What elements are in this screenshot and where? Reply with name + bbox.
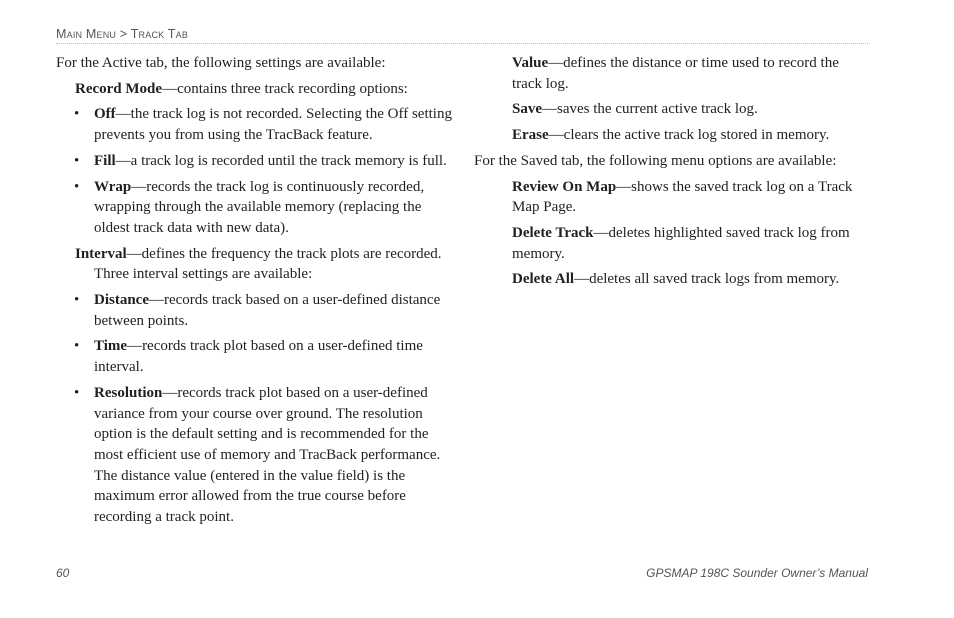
- erase-definition: [474, 125, 870, 146]
- option-term: Distance: [94, 292, 149, 309]
- interval-term: Interval: [75, 245, 127, 262]
- list-item-wrap: [56, 177, 456, 239]
- list-item-resolution: [56, 383, 456, 528]
- item-desc: —saves the current active track log.: [542, 101, 758, 118]
- header-divider: [56, 43, 870, 44]
- option-term: Off: [94, 106, 116, 123]
- bullet-icon: •: [74, 106, 80, 123]
- bullet-icon: •: [74, 338, 80, 355]
- saved-tab-intro: For the Saved tab, the following menu options are available:: [474, 152, 837, 169]
- option-desc: —the track log is not recorded. Selecting the Off setting prevents you from using the TracBack feature.: [94, 106, 452, 144]
- right-column: [474, 53, 870, 295]
- item-desc: —shows the saved track log on a Track Map Page.: [512, 178, 853, 216]
- option-term: Time: [94, 338, 128, 355]
- active-tab-intro: For the Active tab, the following settings are available:: [56, 55, 386, 71]
- item-term: Save: [512, 101, 542, 118]
- item-desc: —deletes highlighted saved track log from memory.: [512, 224, 850, 262]
- option-desc: —records the track log is continuously recorded, wrapping through the available memory (replacing the oldest track data with new data).: [94, 178, 425, 236]
- record-mode-desc: —contains three track recording options:: [162, 80, 408, 97]
- left-column: [56, 53, 456, 533]
- item-term: Delete Track: [512, 224, 594, 241]
- option-desc: —records track plot based on a user-defined time interval.: [94, 338, 423, 376]
- item-desc: —defines the distance or time used to record the track log.: [512, 55, 839, 92]
- record-mode-definition: [56, 79, 456, 100]
- bullet-icon: •: [74, 152, 80, 169]
- option-term: Wrap: [94, 178, 132, 195]
- item-desc: —deletes all saved track logs from memory.: [574, 271, 840, 288]
- option-desc: —records track plot based on a user-defined variance from your course over ground. The resolution option is the default setting and is recommended for the most efficient use of memory and TracBack performance. The distance value (entered in the value field) is the maximum error allowed from the true course before recording a track point.: [94, 384, 441, 526]
- bullet-icon: •: [74, 292, 80, 309]
- record-mode-term: Record Mode: [75, 80, 163, 97]
- save-definition: [474, 99, 870, 120]
- option-term: Fill: [94, 152, 116, 169]
- list-item-time: [56, 336, 456, 377]
- interval-desc: —defines the frequency the track plots are recorded. Three interval settings are available:: [94, 245, 442, 283]
- list-item-fill: [56, 151, 456, 172]
- item-term: Value: [512, 55, 549, 71]
- bullet-icon: •: [74, 178, 80, 195]
- bullet-icon: •: [74, 384, 80, 401]
- manual-title: GPSMAP 198C Sounder Owner’s Manual: [646, 566, 868, 580]
- list-item-distance: [56, 290, 456, 331]
- list-item-off: [56, 104, 456, 145]
- option-desc: —a track log is recorded until the track memory is full.: [115, 152, 447, 169]
- option-term: Resolution: [94, 384, 163, 401]
- option-desc: —records track based on a user-defined distance between points.: [94, 292, 441, 329]
- page-header-breadcrumb: Main Menu > Track Tab: [56, 27, 189, 41]
- review-on-map-definition: [474, 177, 870, 218]
- page-number: 60: [56, 566, 70, 580]
- item-term: Erase: [512, 127, 549, 144]
- item-term: Delete All: [512, 271, 575, 288]
- interval-definition: [56, 244, 456, 285]
- delete-all-definition: [474, 269, 870, 290]
- item-desc: —clears the active track log stored in memory.: [548, 127, 830, 144]
- delete-track-definition: [474, 223, 870, 264]
- item-term: Review On Map: [512, 178, 617, 195]
- value-definition: [474, 53, 870, 94]
